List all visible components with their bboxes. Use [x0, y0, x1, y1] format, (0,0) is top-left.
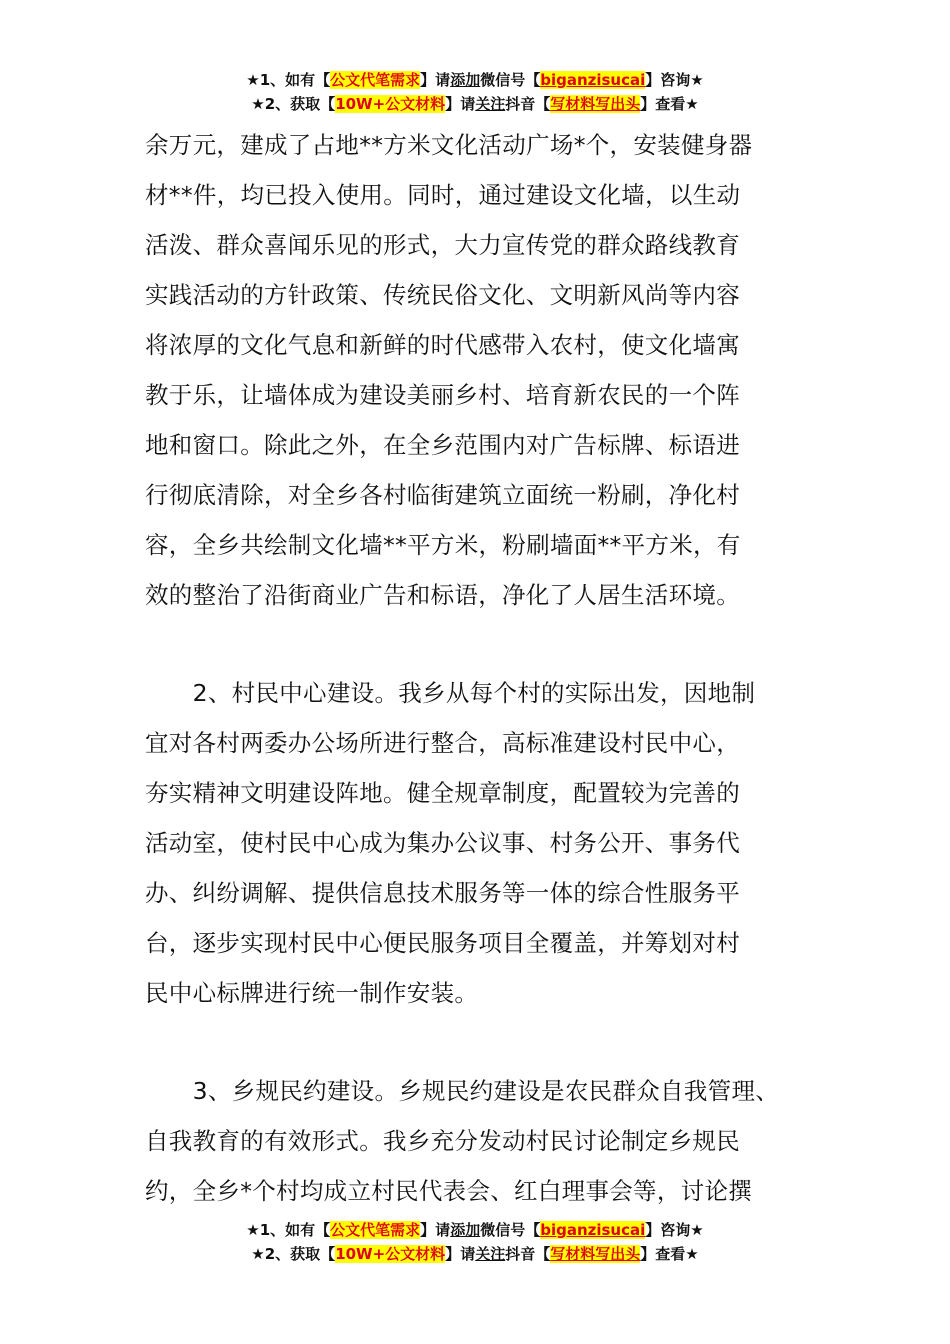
text-line: 民中心标牌进行统一制作安装。 [145, 979, 479, 1007]
text-line: 容，全乡共绘制文化墙**平方米，粉刷墙面**平方米，有 [145, 531, 741, 559]
text-line: 材**件，均已投入使用。同时，通过建设文化墙，以生动 [145, 181, 741, 209]
text-line: 办、纠纷调解、提供信息技术服务等一体的综合性服务平 [145, 879, 740, 907]
banner-text: 】请 [420, 1221, 451, 1239]
banner-line-2 [0, 92, 950, 116]
banner-text: 】咨询★ [645, 71, 704, 89]
text-line: 余万元，建成了占地**方米文化活动广场*个，安装健身器 [145, 131, 753, 159]
wechat-id: biganzisucai [540, 71, 646, 89]
text-line: 夯实精神文明建设阵地。健全规章制度，配置较为完善的 [145, 779, 740, 807]
paragraph [145, 120, 845, 620]
text-line: 活动室，使村民中心成为集办公议事、村务公开、事务代 [145, 829, 740, 857]
banner-line-2 [0, 1242, 950, 1266]
banner-text: 】查看★ [640, 1245, 699, 1263]
wechat-id: biganzisucai [540, 1221, 646, 1239]
banner-text: 】查看★ [640, 95, 699, 113]
text-line: 2、村民中心建设。我乡从每个村的实际出发，因地制 [145, 679, 756, 707]
text-line: 行彻底清除，对全乡各村临街建筑立面统一粉刷，净化村 [145, 481, 740, 509]
text-line: 实践活动的方针政策、传统民俗文化、文明新风尚等内容 [145, 281, 740, 309]
paragraph [145, 668, 845, 1018]
highlight-text: 10W+公文材料 [335, 1245, 446, 1263]
banner-text: 】请 [420, 71, 451, 89]
header-banner [0, 68, 950, 116]
document-body [145, 120, 845, 1216]
text-line: 台，逐步实现村民中心便民服务项目全覆盖，并筹划对村 [145, 929, 740, 957]
text-line: 3、乡规民约建设。乡规民约建设是农民群众自我管理、 [145, 1077, 780, 1105]
banner-text: ★2、获取【 [251, 1245, 336, 1263]
paragraph [145, 1066, 845, 1216]
banner-text: 关注 [475, 95, 506, 113]
banner-text: 添加 [450, 71, 481, 89]
highlight-text: 公文代笔需求 [330, 71, 421, 89]
banner-text: 】请 [445, 1245, 476, 1263]
banner-text: 微信号【 [480, 1221, 541, 1239]
banner-text: 关注 [475, 1245, 506, 1263]
paragraph-gap [145, 620, 845, 668]
banner-text: 抖音【 [505, 95, 551, 113]
banner-text: 抖音【 [505, 1245, 551, 1263]
text-line: 地和窗口。除此之外，在全乡范围内对广告标牌、标语进 [145, 431, 740, 459]
banner-line-1 [0, 68, 950, 92]
text-line: 将浓厚的文化气息和新鲜的时代感带入农村，使文化墙寓 [145, 331, 740, 359]
banner-text: ★1、如有【 [246, 71, 331, 89]
text-line: 自我教育的有效形式。我乡充分发动村民讨论制定乡规民 [145, 1127, 740, 1155]
highlight-text: 公文代笔需求 [330, 1221, 421, 1239]
banner-text: ★2、获取【 [251, 95, 336, 113]
paragraph-gap [145, 1018, 845, 1066]
text-line: 教于乐，让墙体成为建设美丽乡村、培育新农民的一个阵 [145, 381, 740, 409]
text-line: 宜对各村两委办公场所进行整合，高标准建设村民中心， [145, 729, 740, 757]
banner-text: 微信号【 [480, 71, 541, 89]
banner-text: 添加 [450, 1221, 481, 1239]
text-line: 活泼、群众喜闻乐见的形式，大力宣传党的群众路线教育 [145, 231, 740, 259]
text-line: 约，全乡*个村均成立村民代表会、红白理事会等，讨论撰 [145, 1177, 753, 1205]
douyin-id: 写材料写出头 [550, 95, 641, 113]
banner-text: 】咨询★ [645, 1221, 704, 1239]
banner-text: ★1、如有【 [246, 1221, 331, 1239]
text-line: 效的整治了沿街商业广告和标语，净化了人居生活环境。 [145, 581, 740, 609]
douyin-id: 写材料写出头 [550, 1245, 641, 1263]
banner-text: 】请 [445, 95, 476, 113]
footer-banner [0, 1218, 950, 1266]
banner-line-1 [0, 1218, 950, 1242]
highlight-text: 10W+公文材料 [335, 95, 446, 113]
